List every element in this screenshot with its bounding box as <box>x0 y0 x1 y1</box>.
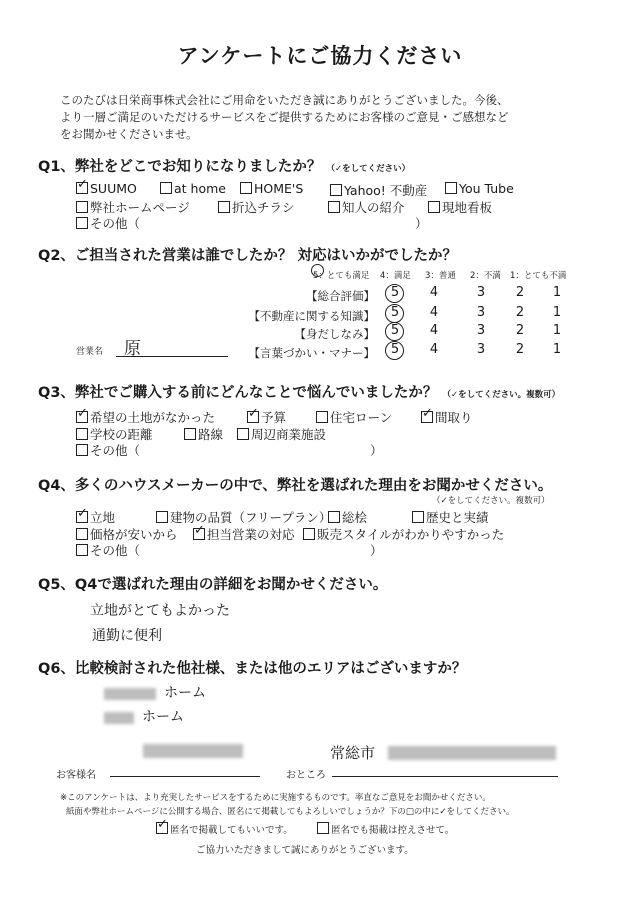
q3-option-layout[interactable] <box>421 408 473 426</box>
q1-option-yahoo[interactable] <box>330 181 427 199</box>
q3-option-commercial[interactable] <box>237 425 326 443</box>
q2-row-label-overall: 【総合評価】 <box>306 289 375 303</box>
selected-circle <box>385 322 404 341</box>
q4-option-label: 歴史と実績 <box>426 510 489 525</box>
q1-option-label: You Tube <box>459 181 514 196</box>
checkbox[interactable] <box>218 201 230 213</box>
score-1[interactable]: 1 <box>552 323 562 338</box>
q4-other-close: ） <box>370 543 383 558</box>
q3-option-land[interactable] <box>76 408 215 426</box>
q3-option-loan[interactable] <box>316 408 392 426</box>
q4-option-label: 担当営業の対応 <box>207 527 295 542</box>
q2-scale-1: 1：とても不満 <box>510 271 567 281</box>
sales-name-label: 営業名 <box>76 347 104 357</box>
q6-answer-line-1: ホーム <box>164 685 206 701</box>
checkbox[interactable] <box>76 217 88 229</box>
q5-heading: Q5、Q4で選ばれた理由の詳細をお聞かせください。 <box>38 577 388 593</box>
sales-name-field[interactable] <box>116 340 228 357</box>
q4-option-label: 立地 <box>90 510 116 525</box>
q3-heading-text: Q3、弊社でご購入する前にどんなことで悩んでいましたか？ <box>38 385 438 401</box>
q1-option-label: 現地看板 <box>442 200 493 215</box>
thanks-message: ご協力いただきまして誠にありがとうございます。 <box>196 845 414 856</box>
score-2[interactable]: 2 <box>515 323 525 338</box>
checkbox-checked[interactable] <box>156 822 168 834</box>
score-4[interactable]: 4 <box>429 285 439 300</box>
q1-option-label: HOME'S <box>254 181 304 196</box>
q5-answer-line-2: 通勤に便利 <box>92 628 162 644</box>
publish-yes-label: 匿名で掲載してもいいです。 <box>170 825 293 836</box>
checkbox[interactable] <box>76 201 88 213</box>
checkbox[interactable] <box>237 428 249 440</box>
checkbox[interactable] <box>76 428 88 440</box>
address-label: おところ <box>286 770 326 781</box>
q2-row-label-appearance: 【身だしなみ】 <box>294 327 375 341</box>
survey-title: アンケートにご協力ください <box>177 44 463 68</box>
q1-option-homes[interactable] <box>240 181 303 196</box>
q1-option-label: 折込チラシ <box>232 200 295 215</box>
q1-option-other[interactable] <box>76 214 140 232</box>
q4-note: （✓をしてください。複数可） <box>432 496 550 506</box>
q2-row-label-manners: 【言葉づかい・マナー】 <box>248 346 375 360</box>
q1-option-flyer[interactable] <box>218 198 295 216</box>
score-5[interactable]: 5 <box>390 285 400 300</box>
checkbox[interactable] <box>445 182 457 194</box>
q3-heading <box>38 381 560 402</box>
q3-option-label: 学校の距離 <box>90 427 153 442</box>
q2-scale-4: 4：満足 <box>380 271 411 281</box>
q1-heading-text: Q1、弊社をどこでお知りになりましたか？ <box>38 159 322 175</box>
selected-circle <box>385 341 404 360</box>
checkbox[interactable] <box>328 201 340 213</box>
footer-note-1: ※このアンケートは、より充実したサービスをするために実施するものです。率直なご意見をお聞かせください。 <box>60 793 491 803</box>
publish-anonymous-no[interactable] <box>317 822 454 836</box>
q4-option-other[interactable] <box>76 541 140 559</box>
score-1[interactable]: 1 <box>552 342 562 357</box>
intro-line-2: より一層ご満足のいただけるサービスをご提供するためにお客様のご意見・ご感想など <box>60 110 509 124</box>
q1-option-signboard[interactable] <box>428 198 492 216</box>
sales-name-value: 原 <box>124 339 141 359</box>
address-city: 常総市 <box>330 744 376 762</box>
score-5[interactable]: 5 <box>390 323 400 338</box>
q5-answer-line-1: 立地がとてもよかった <box>90 603 230 619</box>
q2-scale-5-circle <box>311 264 324 277</box>
checkbox[interactable] <box>76 544 88 556</box>
q1-option-athome[interactable] <box>160 181 226 196</box>
q3-option-label: 周辺商業施設 <box>251 427 327 442</box>
checkbox[interactable] <box>316 411 328 423</box>
score-1[interactable]: 1 <box>552 285 562 300</box>
q1-other-close: ） <box>415 216 428 231</box>
score-2[interactable]: 2 <box>515 305 525 320</box>
customer-name-label: お客様名 <box>56 770 96 781</box>
q4-option-label: 総桧 <box>342 510 368 525</box>
checkbox-checked[interactable] <box>193 528 205 540</box>
score-2[interactable]: 2 <box>515 342 525 357</box>
checkbox[interactable] <box>76 528 88 540</box>
score-3[interactable]: 3 <box>476 342 486 357</box>
score-4[interactable]: 4 <box>429 305 439 320</box>
q3-option-label: 住宅ローン <box>330 410 393 425</box>
q3-note: （✓をしてください。複数可） <box>442 390 561 400</box>
q3-option-label: その他（ <box>90 443 141 458</box>
q4-option-history[interactable] <box>412 508 489 526</box>
q1-option-suumo[interactable] <box>76 181 137 196</box>
q3-other-close: ） <box>370 443 383 458</box>
score-4[interactable]: 4 <box>429 323 439 338</box>
checkbox[interactable] <box>76 444 88 456</box>
checkbox-checked[interactable] <box>76 182 88 194</box>
q4-option-hinoki[interactable] <box>328 508 367 526</box>
q1-heading <box>38 155 410 176</box>
checkbox[interactable] <box>330 184 342 196</box>
q4-option-label: 価格が安いから <box>90 527 178 542</box>
q3-option-route[interactable] <box>184 425 223 443</box>
q3-option-label: 予算 <box>261 410 287 425</box>
score-1[interactable]: 1 <box>552 305 562 320</box>
checkbox-checked[interactable] <box>76 511 88 523</box>
score-4[interactable]: 4 <box>429 342 439 357</box>
redacted-company-2 <box>104 712 134 724</box>
checkbox-checked[interactable] <box>76 411 88 423</box>
checkbox[interactable] <box>328 511 340 523</box>
q4-option-sales-rep[interactable] <box>193 525 295 543</box>
q1-note: （✓をしてください） <box>326 164 411 174</box>
checkbox[interactable] <box>428 201 440 213</box>
q2-row-label-knowledge: 【不動産に関する知識】 <box>248 309 375 323</box>
q2-heading: Q2、ご担当された営業は誰でしたか？ 対応はいかがでしたか？ <box>38 248 457 264</box>
q3-option-budget[interactable] <box>247 408 286 426</box>
q4-option-location[interactable] <box>76 508 115 526</box>
q4-option-label: 販売スタイルがわかりやすかった <box>317 527 505 542</box>
q1-option-label: その他（ <box>90 216 141 231</box>
intro-line-1: このたびは日栄商事株式会社にご用命をいただき誠にありがとうございました。今後、 <box>60 93 509 107</box>
q1-option-label: 知人の紹介 <box>342 200 405 215</box>
checkbox[interactable] <box>184 428 196 440</box>
q4-option-sales-style[interactable] <box>303 525 504 543</box>
score-3[interactable]: 3 <box>476 285 486 300</box>
q3-option-other[interactable] <box>76 441 140 459</box>
publish-anonymous-yes[interactable] <box>156 822 293 836</box>
redacted-address <box>388 746 556 760</box>
q1-option-referral[interactable] <box>328 198 405 216</box>
q3-option-label: 希望の土地がなかった <box>90 410 216 425</box>
footer-note-2: 紙面や弊社ホームページに公開する場合、匿名にて掲載してもよろしいでしょうか？下の□の中に✓をしてください。 <box>66 807 515 817</box>
address-field[interactable] <box>332 762 558 777</box>
checkbox[interactable] <box>317 822 329 834</box>
q4-option-quality[interactable] <box>156 508 331 526</box>
q4-option-label: 建物の品質（フリープラン） <box>170 510 332 525</box>
checkbox[interactable] <box>156 511 168 523</box>
publish-no-label: 匿名でも掲載は控えさせて。 <box>331 825 455 836</box>
q4-heading: Q4、多くのハウスメーカーの中で、弊社を選ばれた理由をお聞かせください。 <box>38 478 553 494</box>
selected-circle <box>385 284 404 303</box>
checkbox[interactable] <box>160 182 172 194</box>
checkbox-checked[interactable] <box>247 411 259 423</box>
checkbox[interactable] <box>303 528 315 540</box>
q2-scale-5: 5：とても満足 <box>313 271 370 281</box>
intro-line-3: をお聞かせくださいませ。 <box>60 127 198 141</box>
score-5[interactable]: 5 <box>390 342 400 357</box>
score-2[interactable]: 2 <box>515 285 525 300</box>
q4-option-label: その他（ <box>90 543 141 558</box>
score-5[interactable]: 5 <box>390 305 400 320</box>
q2-scale-3: 3：普通 <box>425 271 456 281</box>
customer-name-field[interactable] <box>110 762 260 777</box>
score-3[interactable]: 3 <box>476 305 486 320</box>
redacted-company-1 <box>104 688 156 700</box>
q3-option-label: 路線 <box>198 427 224 442</box>
q6-answer-line-2: ホーム <box>142 709 184 725</box>
score-3[interactable]: 3 <box>476 323 486 338</box>
redacted-customer-name <box>143 744 243 758</box>
q3-option-label: 間取り <box>435 410 473 425</box>
q1-option-label: 弊社ホームページ <box>90 200 190 215</box>
q1-option-youtube[interactable] <box>445 181 514 196</box>
q1-option-label: at home <box>174 181 226 196</box>
checkbox-checked[interactable] <box>421 411 433 423</box>
checkbox[interactable] <box>240 182 252 194</box>
q1-option-label: SUUMO <box>90 181 137 196</box>
selected-circle <box>385 304 404 323</box>
checkbox[interactable] <box>412 511 424 523</box>
q1-option-label: Yahoo! 不動産 <box>344 183 428 198</box>
q2-scale-2: 2：不満 <box>470 271 501 281</box>
q6-heading: Q6、比較検討された他社様、または他のエリアはございますか？ <box>38 661 467 677</box>
